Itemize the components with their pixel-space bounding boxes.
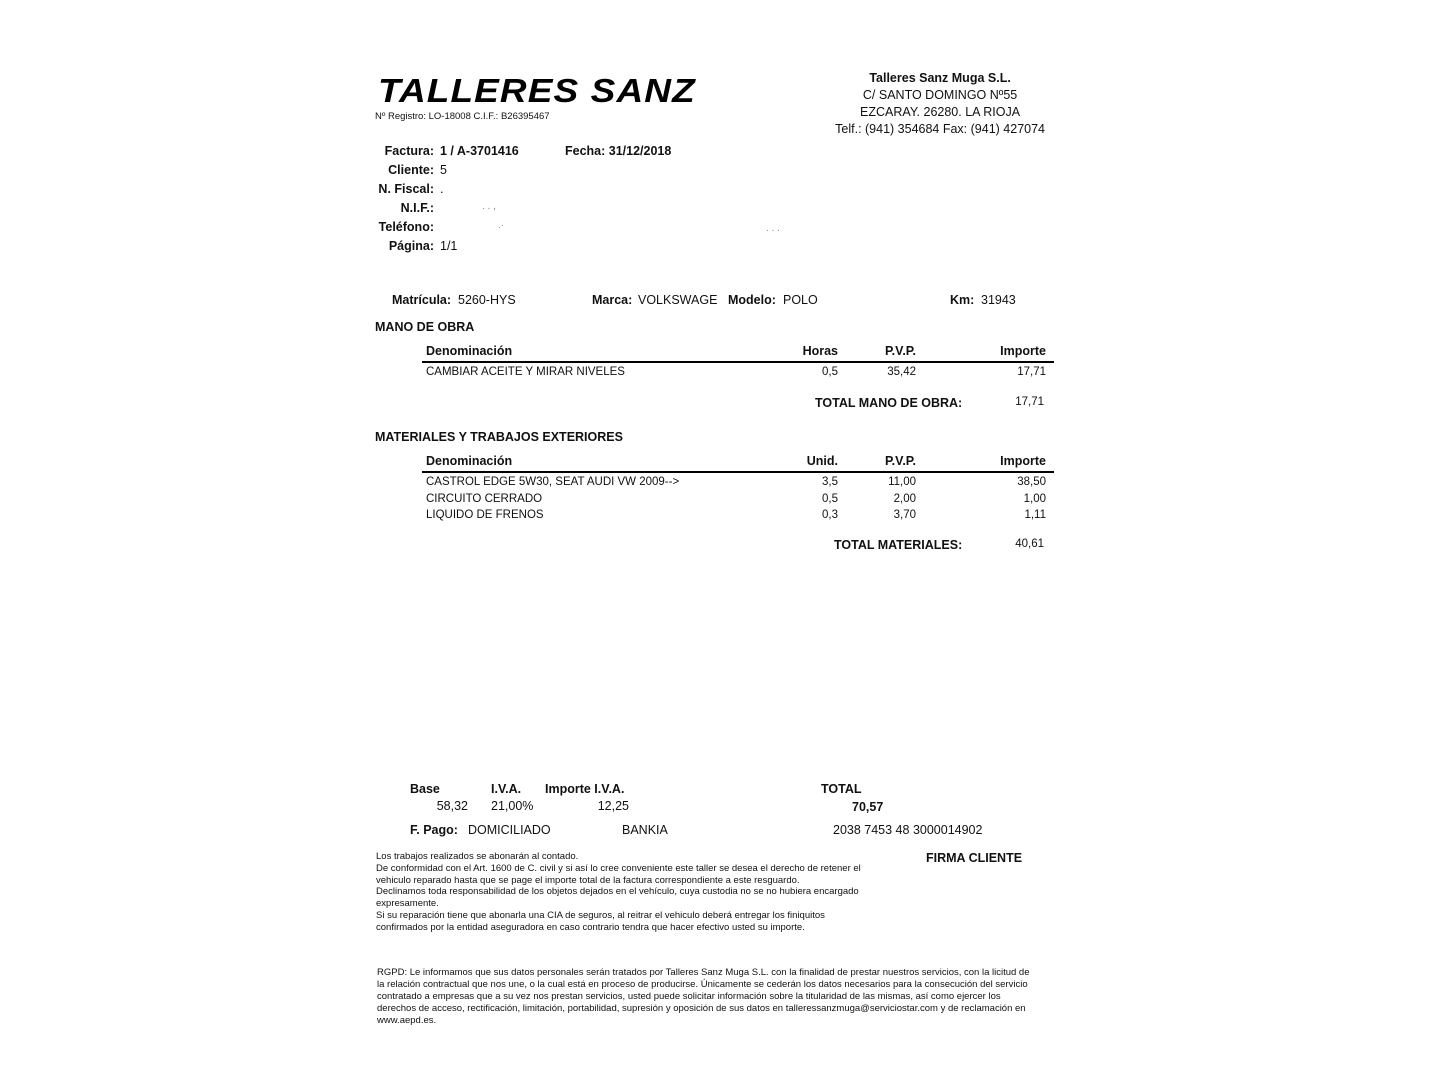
invoice-number-value: 1 / A-3701416 bbox=[440, 144, 519, 158]
base-label: Base bbox=[410, 782, 440, 796]
model-label: Modelo: bbox=[728, 293, 776, 307]
company-address-block bbox=[835, 70, 1045, 138]
vat-value: 21,00% bbox=[491, 799, 534, 813]
phone-value: .· bbox=[498, 220, 505, 231]
row-price: 11,00 bbox=[888, 476, 916, 488]
company-logo: TALLERES SANZ bbox=[378, 72, 696, 109]
materials-table-header bbox=[422, 454, 1054, 473]
labor-header-hours: Horas bbox=[802, 344, 838, 358]
page-value: 1/1 bbox=[440, 239, 458, 253]
grand-total-value: 70,57 bbox=[852, 800, 884, 814]
brand-label: Marca: bbox=[592, 293, 633, 307]
payment-method: DOMICILIADO bbox=[468, 823, 551, 837]
phone-extra: . . . bbox=[766, 223, 780, 234]
gdpr-notice: RGPD: Le informamos que sus datos personales serán tratados por Talleres Sanz Muga S.L. con la finalidad de prestar nuestros servicios, con la licitud de la relación contractual que nos une, o la cual está en proceso de producirse. Únicamente se cederán los datos necesarios para la consecución del servicio contratado a empresas que a su vez nos prestan servicios, usted puede solicitar información sobre la titularidad de las mismas, así como ejercer los derechos de acceso, rectificación, limitación, portabilidad, supresión y oposición de sus datos en talleressanzmuga@serviciostar.com y de reclamación en www.aepd.es. bbox=[377, 967, 1030, 1026]
labor-total-label: TOTAL MANO DE OBRA: bbox=[815, 396, 963, 410]
client-value: 5 bbox=[440, 163, 447, 177]
invoice-number-label: Factura: bbox=[384, 144, 434, 158]
phone-row bbox=[360, 220, 760, 238]
legal-line: Los trabajos realizados se abonarán al contado. bbox=[376, 851, 579, 862]
invoice-number-row bbox=[360, 144, 760, 162]
materials-header-denomination: Denominación bbox=[426, 454, 513, 468]
row-quantity: 0,5 bbox=[822, 492, 838, 505]
materials-section-title: MATERIALES Y TRABAJOS EXTERIORES bbox=[375, 430, 623, 444]
row-amount: 1,00 bbox=[1023, 492, 1046, 505]
km-value: 31943 bbox=[981, 293, 1016, 307]
page-label: Página: bbox=[388, 239, 434, 253]
row-price: 2,00 bbox=[893, 492, 916, 505]
labor-header-amount: Importe bbox=[1000, 344, 1046, 358]
address-line-2: EZCARAY. 26280. LA RIOJA bbox=[860, 105, 1021, 119]
address-line-1: C/ SANTO DOMINGO Nº55 bbox=[862, 88, 1018, 102]
legal-line: Si su reparación tiene que abonarla una CIA de seguros, al reitrar el vehiculo deberá entregar los finiquitos confirmados por la entidad aseguradora en caso contrario tendra que hacer efectivo usted su importe. bbox=[376, 909, 825, 933]
client-row bbox=[360, 163, 760, 181]
row-price: 3,70 bbox=[893, 509, 916, 521]
invoice-date: Fecha: 31/12/2018 bbox=[565, 144, 672, 158]
row-quantity: 0,3 bbox=[822, 509, 838, 521]
model-value: POLO bbox=[783, 293, 818, 307]
nif-row bbox=[360, 201, 760, 219]
labor-table bbox=[422, 344, 1054, 380]
materials-total-label: TOTAL MATERIALES: bbox=[834, 538, 963, 552]
customer-signature-label: FIRMA CLIENTE bbox=[926, 851, 1023, 865]
plate-value: 5260-HYS bbox=[458, 293, 516, 307]
vat-amount-value: 12,25 bbox=[597, 799, 629, 813]
bank-account: 2038 7453 48 3000014902 bbox=[833, 823, 983, 837]
table-row bbox=[422, 506, 1054, 523]
row-amount: 1,11 bbox=[1024, 509, 1046, 521]
row-amount: 38,50 bbox=[1017, 476, 1046, 488]
grand-total-label: TOTAL bbox=[821, 782, 862, 796]
labor-table-header bbox=[422, 344, 1054, 363]
phone-label: Teléfono: bbox=[378, 220, 434, 234]
row-quantity: 0,5 bbox=[822, 366, 838, 378]
row-denomination: CIRCUITO CERRADO bbox=[426, 492, 543, 505]
row-amount: 17,71 bbox=[1017, 366, 1046, 378]
page-row bbox=[360, 239, 760, 257]
materials-total-value: 40,61 bbox=[1015, 538, 1044, 550]
labor-section-title: MANO DE OBRA bbox=[375, 320, 475, 334]
vat-label: I.V.A. bbox=[491, 782, 522, 796]
fiscal-name-value: . bbox=[440, 182, 444, 196]
company-phones: Telf.: (941) 354684 Fax: (941) 427074 bbox=[835, 122, 1045, 136]
brand-value: VOLKSWAGE bbox=[638, 293, 718, 307]
row-quantity: 3,5 bbox=[822, 476, 838, 488]
payment-label: F. Pago: bbox=[410, 823, 458, 837]
base-value: 58,32 bbox=[436, 799, 468, 813]
fiscal-name-label: N. Fiscal: bbox=[378, 182, 434, 196]
labor-header-denomination: Denominación bbox=[426, 344, 513, 358]
company-name: Talleres Sanz Muga S.L. bbox=[869, 71, 1011, 85]
row-price: 35,42 bbox=[887, 366, 916, 378]
registry-info: Nº Registro: LO-18008 C.I.F.: B26395467 bbox=[375, 111, 550, 122]
legal-conditions bbox=[376, 851, 876, 934]
materials-header-amount: Importe bbox=[1000, 454, 1046, 468]
fiscal-name-row bbox=[360, 182, 760, 200]
row-denomination: CASTROL EDGE 5W30, SEAT AUDI VW 2009--> bbox=[426, 476, 680, 488]
row-denomination: LIQUIDO DE FRENOS bbox=[426, 509, 544, 521]
legal-line: De conformidad con el Art. 1600 de C. civil y si así lo cree conveniente este taller se desea el derecho de retener el vehiculo reparado hasta que se page el importe total de la factura correspondiente a este resguardo. bbox=[376, 862, 861, 886]
legal-line: Declinamos toda responsabilidad de los objetos dejados en el vehículo, cuya custodia no se no hubiera encargado expresamente. bbox=[376, 886, 859, 910]
client-label: Cliente: bbox=[388, 163, 434, 177]
km-label: Km: bbox=[950, 293, 975, 307]
labor-total-value: 17,71 bbox=[1015, 396, 1044, 408]
table-row bbox=[422, 490, 1054, 507]
nif-value: . . , bbox=[482, 201, 496, 212]
materials-header-price: P.V.P. bbox=[884, 454, 916, 468]
table-row bbox=[422, 473, 1054, 490]
materials-header-units: Unid. bbox=[806, 454, 838, 468]
bank-name: BANKIA bbox=[622, 823, 668, 837]
plate-label: Matrícula: bbox=[392, 293, 452, 307]
table-row bbox=[422, 363, 1054, 380]
vat-amount-label: Importe I.V.A. bbox=[545, 782, 625, 796]
row-denomination: CAMBIAR ACEITE Y MIRAR NIVELES bbox=[426, 366, 625, 378]
nif-label: N.I.F.: bbox=[400, 201, 434, 215]
materials-table bbox=[422, 454, 1054, 523]
labor-header-price: P.V.P. bbox=[884, 344, 916, 358]
